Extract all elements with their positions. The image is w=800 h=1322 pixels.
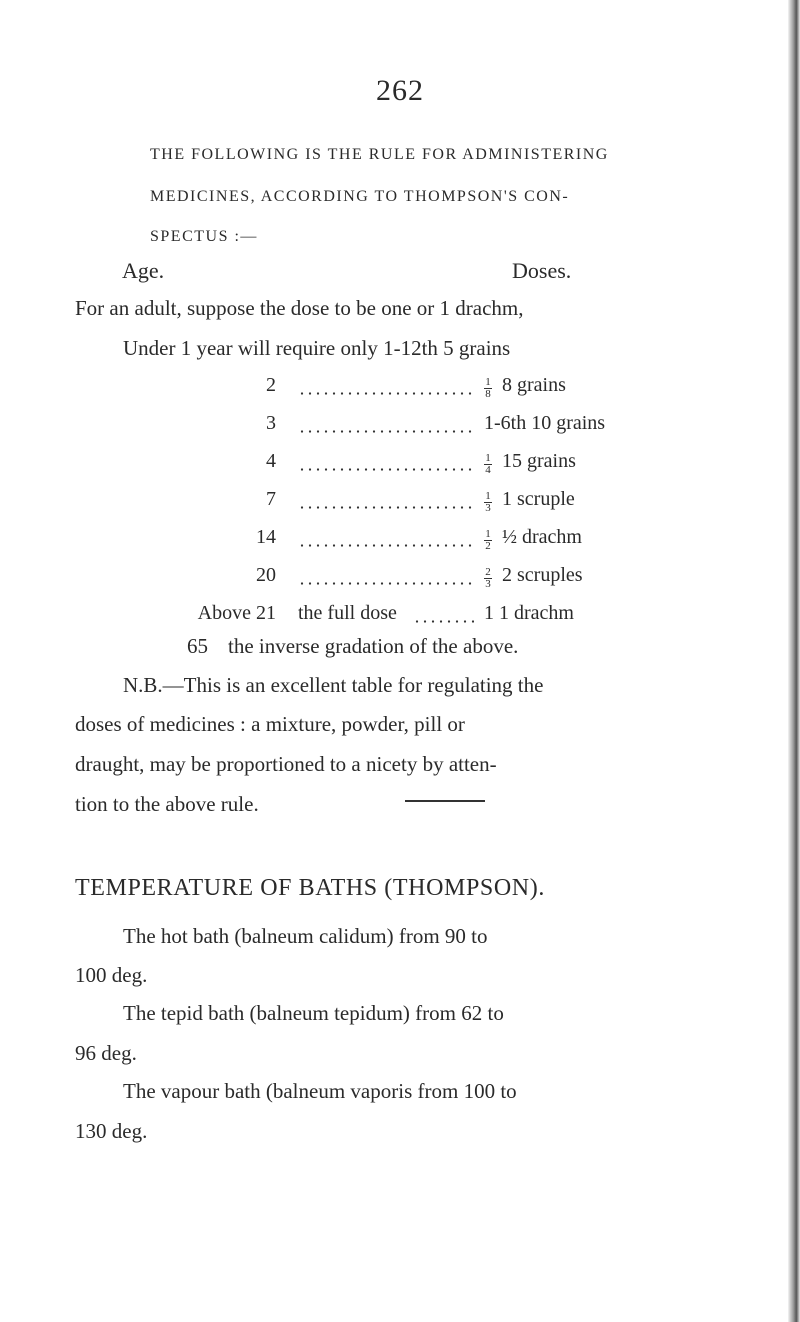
dot-leader [298,544,474,547]
dose-row [0,526,800,558]
fraction-denominator: 3 [485,578,491,590]
hot-bath-line-2: 100 deg. [75,963,148,987]
vapour-bath-line-2: 130 deg. [75,1119,148,1143]
page-number: 262 [376,74,424,107]
dose-row-age: 2 [266,374,276,396]
dose-row [0,564,800,596]
dose-row-age: Above 21 [197,602,276,624]
vapour-bath-line-1: The vapour bath (balneum vaporis from 100 to [123,1079,517,1103]
dose-fraction [483,567,493,590]
dose-row-quantity: ½ drachm [502,526,582,548]
dose-row-age: 14 [256,526,276,548]
dose-fraction [483,453,493,476]
rule-heading-line-2: MEDICINES, ACCORDING TO THOMPSON'S CON- [150,188,570,205]
doses-column-heading: Doses. [512,258,572,283]
fraction-denominator: 3 [485,502,491,514]
dose-row-quantity: 2 scruples [502,564,583,586]
fraction-numerator: 1 [485,490,491,502]
note-line-1: N.B.—This is an excellent table for regulating the [123,673,544,697]
fraction-numerator: 2 [485,566,491,578]
dose-row [0,488,800,520]
under-one-year-line: Under 1 year will require only 1-12th 5 grains [123,336,511,360]
dose-row [0,412,800,444]
tepid-bath-line-1: The tepid bath (balneum tepidum) from 62 to [123,1001,504,1025]
rule-heading-line-3: SPECTUS :— [150,228,258,245]
adult-dose-line: For an adult, suppose the dose to be one or 1 drachm, [75,296,524,320]
row-65-text: the inverse gradation of the above. [228,634,519,658]
dose-row-description: the full dose [298,602,397,624]
dose-row [0,374,800,406]
dose-row-age: 4 [266,450,276,472]
dot-leader [298,506,474,509]
note-line-2: doses of medicines : a mixture, powder, pill or [75,712,465,736]
fraction-denominator: 2 [485,540,491,552]
baths-heading: TEMPERATURE OF BATHS (THOMPSON). [75,875,545,901]
dose-row-age: 3 [266,412,276,434]
dose-fraction [483,529,493,552]
row-65-age: 65 [187,634,208,658]
dot-leader [298,582,474,585]
dose-row-quantity: 1-6th 10 grains [484,412,606,434]
age-column-heading: Age. [122,258,165,283]
rule-heading-line-1: THE FOLLOWING IS THE RULE FOR ADMINISTERING [150,146,609,163]
hot-bath-line-1: The hot bath (balneum calidum) from 90 to [123,924,488,948]
section-divider [405,800,485,802]
dot-leader [413,620,474,623]
dose-row-quantity: 15 grains [502,450,576,472]
note-line-3: draught, may be proportioned to a nicety by atten- [75,752,497,776]
dose-row [0,602,800,634]
dose-row-quantity: 1 1 drachm [484,602,574,624]
tepid-bath-line-2: 96 deg. [75,1041,137,1065]
dot-leader [298,430,474,433]
fraction-numerator: 1 [485,528,491,540]
page-edge-shadow [788,0,800,1322]
fraction-numerator: 1 [485,376,491,388]
dot-leader [298,468,474,471]
dot-leader [298,392,474,395]
dose-row-age: 7 [266,488,276,510]
note-line-4: tion to the above rule. [75,792,259,816]
dose-row-quantity: 1 scruple [502,488,575,510]
fraction-denominator: 8 [485,388,491,400]
dose-fraction [483,491,493,514]
fraction-denominator: 4 [485,464,491,476]
dose-row-quantity: 8 grains [502,374,566,396]
dose-fraction [483,377,493,400]
fraction-numerator: 1 [485,452,491,464]
dose-row-age: 20 [256,564,276,586]
dose-row [0,450,800,482]
